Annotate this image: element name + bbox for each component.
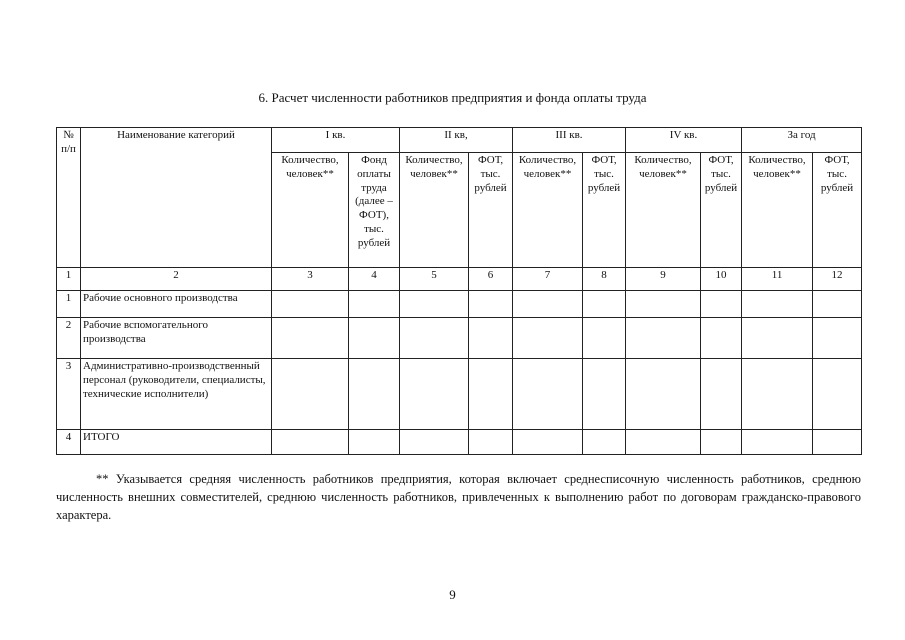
- empty-cell: [583, 430, 626, 455]
- empty-cell: [400, 291, 469, 318]
- row-category-name: Административно-производственный персонал (руководители, специалисты, технические исполнители): [81, 359, 272, 430]
- empty-cell: [742, 291, 813, 318]
- column-index: 12: [813, 268, 862, 291]
- empty-cell: [469, 318, 513, 359]
- column-index: 3: [272, 268, 349, 291]
- footnote: ** Указывается средняя численность работников предприятия, которая включает среднесписочную численность работников, среднюю численность внешних совместителей, среднюю численность работников, привлеченных к выполнению работ по договорам гражданско-правового характера.: [56, 472, 861, 522]
- subheader-qty-q4: Количество, человек**: [626, 153, 701, 268]
- empty-cell: [513, 359, 583, 430]
- empty-cell: [272, 291, 349, 318]
- empty-cell: [626, 291, 701, 318]
- page-title: 6. Расчет численности работников предприятия и фонда оплаты труда: [258, 90, 647, 105]
- column-index: 8: [583, 268, 626, 291]
- empty-cell: [813, 291, 862, 318]
- page-number: 9: [449, 587, 456, 602]
- header-year: За год: [742, 128, 862, 153]
- empty-cell: [701, 430, 742, 455]
- subheader-qty-q2: Количество, человек**: [400, 153, 469, 268]
- empty-cell: [272, 359, 349, 430]
- workforce-payroll-table: [56, 127, 862, 455]
- table-row: [57, 291, 862, 318]
- empty-cell: [701, 291, 742, 318]
- empty-cell: [813, 359, 862, 430]
- row-number: 3: [57, 359, 81, 430]
- empty-cell: [626, 359, 701, 430]
- header-category-name: Наименование категорий: [81, 128, 272, 268]
- empty-cell: [583, 291, 626, 318]
- subheader-qty-year: Количество, человек**: [742, 153, 813, 268]
- column-index: 2: [81, 268, 272, 291]
- empty-cell: [400, 430, 469, 455]
- column-index: 5: [400, 268, 469, 291]
- empty-cell: [742, 359, 813, 430]
- row-category-name: Рабочие вспомогательного производства: [81, 318, 272, 359]
- subheader-qty-q1: Количество, человек**: [272, 153, 349, 268]
- empty-cell: [469, 359, 513, 430]
- table-row: [57, 359, 862, 430]
- header-number: № п/п: [57, 128, 81, 268]
- empty-cell: [626, 430, 701, 455]
- empty-cell: [701, 359, 742, 430]
- empty-cell: [272, 430, 349, 455]
- header-quarter-3: III кв.: [513, 128, 626, 153]
- empty-cell: [701, 318, 742, 359]
- column-index: 4: [349, 268, 400, 291]
- subheader-fund-q1: Фонд оплаты труда (далее – ФОТ), тыс. рублей: [349, 153, 400, 268]
- empty-cell: [349, 291, 400, 318]
- column-index: 7: [513, 268, 583, 291]
- column-index: 9: [626, 268, 701, 291]
- subheader-fot-q3: ФОТ, тыс. рублей: [583, 153, 626, 268]
- subheader-fot-q4: ФОТ, тыс. рублей: [701, 153, 742, 268]
- empty-cell: [349, 359, 400, 430]
- header-quarter-1: I кв.: [272, 128, 400, 153]
- empty-cell: [469, 291, 513, 318]
- empty-cell: [349, 318, 400, 359]
- subheader-fot-year: ФОТ, тыс. рублей: [813, 153, 862, 268]
- row-number: 4: [57, 430, 81, 455]
- empty-cell: [742, 430, 813, 455]
- header-quarter-4: IV кв.: [626, 128, 742, 153]
- column-index: 10: [701, 268, 742, 291]
- empty-cell: [513, 318, 583, 359]
- empty-cell: [742, 318, 813, 359]
- empty-cell: [583, 359, 626, 430]
- header-quarter-2: II кв,: [400, 128, 513, 153]
- table-row: [57, 318, 862, 359]
- subheader-fot-q2: ФОТ, тыс. рублей: [469, 153, 513, 268]
- row-number: 1: [57, 291, 81, 318]
- empty-cell: [400, 318, 469, 359]
- table-row: [57, 430, 862, 455]
- row-number: 2: [57, 318, 81, 359]
- empty-cell: [272, 318, 349, 359]
- empty-cell: [813, 430, 862, 455]
- empty-cell: [400, 359, 469, 430]
- column-index: 1: [57, 268, 81, 291]
- empty-cell: [469, 430, 513, 455]
- column-index: 6: [469, 268, 513, 291]
- row-category-name: ИТОГО: [81, 430, 272, 455]
- empty-cell: [513, 430, 583, 455]
- empty-cell: [813, 318, 862, 359]
- empty-cell: [349, 430, 400, 455]
- empty-cell: [513, 291, 583, 318]
- column-index: 11: [742, 268, 813, 291]
- subheader-qty-q3: Количество, человек**: [513, 153, 583, 268]
- row-category-name: Рабочие основного производства: [81, 291, 272, 318]
- empty-cell: [626, 318, 701, 359]
- empty-cell: [583, 318, 626, 359]
